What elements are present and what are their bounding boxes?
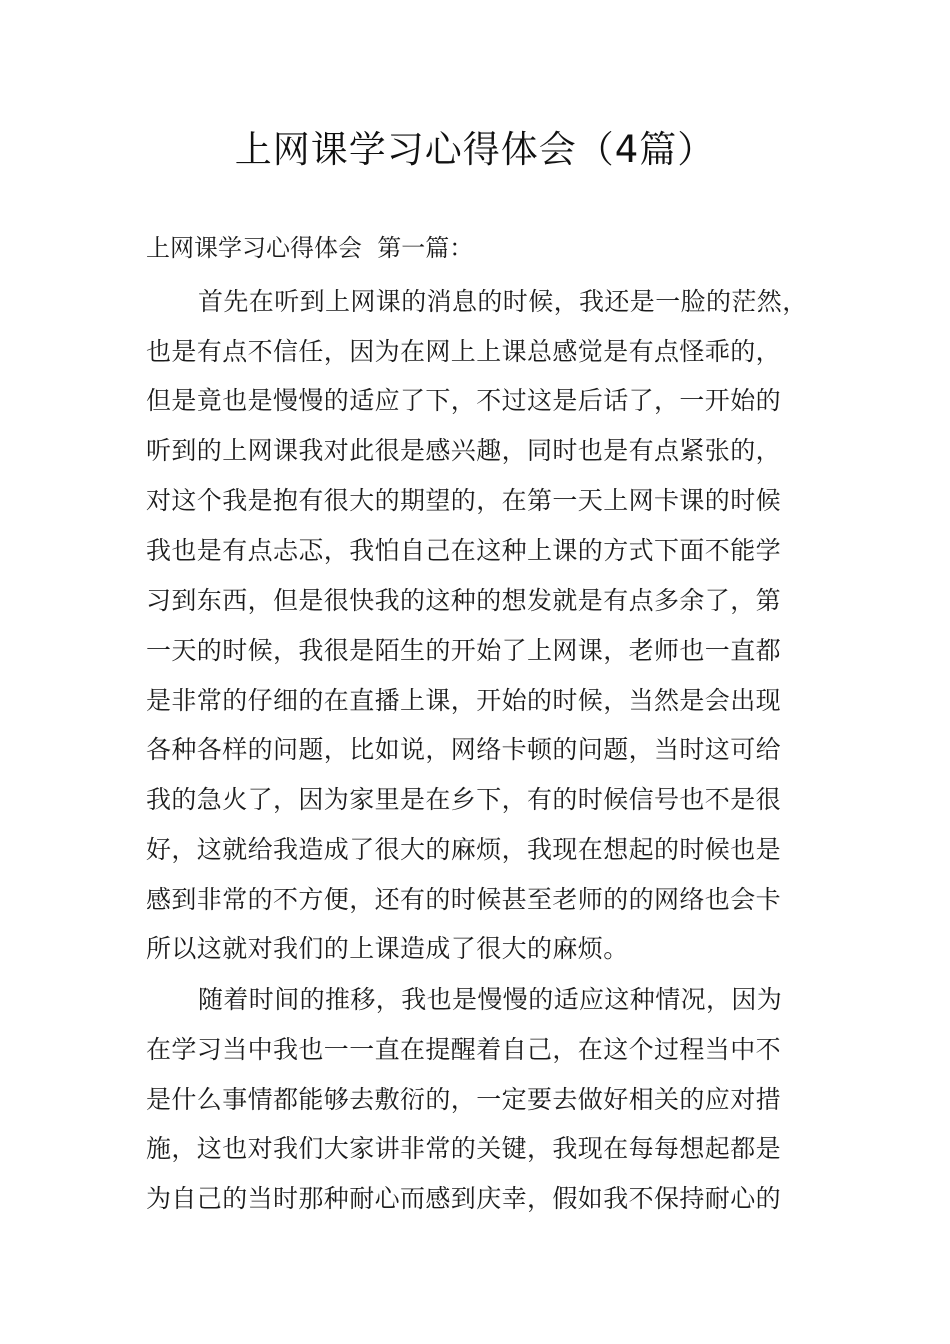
paragraph-line: 是什么事情都能够去敷衍的，一定要去做好相关的应对措 (146, 1085, 782, 1114)
paragraph-line: 首先在听到上网课的消息的时候，我还是一脸的茫然， (198, 287, 808, 316)
paragraph-line: 在学习当中我也一一直在提醒着自己，在这个过程当中不 (146, 1035, 782, 1064)
paragraph-line: 是非常的仔细的在直播上课，开始的时候，当然是会出现 (146, 686, 782, 715)
paragraph-line: 对这个我是抱有很大的期望的，在第一天上网卡课的时候 (146, 486, 782, 515)
paragraph-line: 施，这也对我们大家讲非常的关键，我现在每每想起都是 (146, 1134, 782, 1163)
paragraph-line: 各种各样的问题，比如说，网络卡顿的问题，当时这可给 (146, 735, 782, 764)
paragraph-line: 我也是有点忐忑，我怕自己在这种上课的方式下面不能学 (146, 536, 782, 565)
paragraph-line: 听到的上网课我对此很是感兴趣，同时也是有点紧张的， (146, 436, 782, 465)
document-title: 上网课学习心得体会（4篇） (234, 128, 716, 171)
section-heading: 上网课学习心得体会 第一篇： (146, 234, 474, 262)
paragraph-line: 所以这就对我们的上课造成了很大的麻烦。 (146, 934, 629, 963)
paragraph-line: 但是竟也是慢慢的适应了下，不过这是后话了，一开始的 (146, 386, 782, 415)
paragraph-line: 我的急火了，因为家里是在乡下，有的时候信号也不是很 (146, 785, 782, 814)
paragraph-line: 习到东西，但是很快我的这种的想发就是有点多余了，第 (146, 586, 782, 615)
paragraph-line: 随着时间的推移，我也是慢慢的适应这种情况，因为 (198, 985, 783, 1014)
paragraph-line: 为自己的当时那种耐心而感到庆幸，假如我不保持耐心的 (146, 1184, 782, 1213)
paragraph-line: 一天的时候，我很是陌生的开始了上网课，老师也一直都 (146, 636, 782, 665)
paragraph-line: 也是有点不信任，因为在网上上课总感觉是有点怪乖的， (146, 337, 782, 366)
paragraph-line: 感到非常的不方便，还有的时候甚至老师的的网络也会卡 (146, 885, 782, 914)
paragraph-line: 好，这就给我造成了很大的麻烦，我现在想起的时候也是 (146, 835, 782, 864)
